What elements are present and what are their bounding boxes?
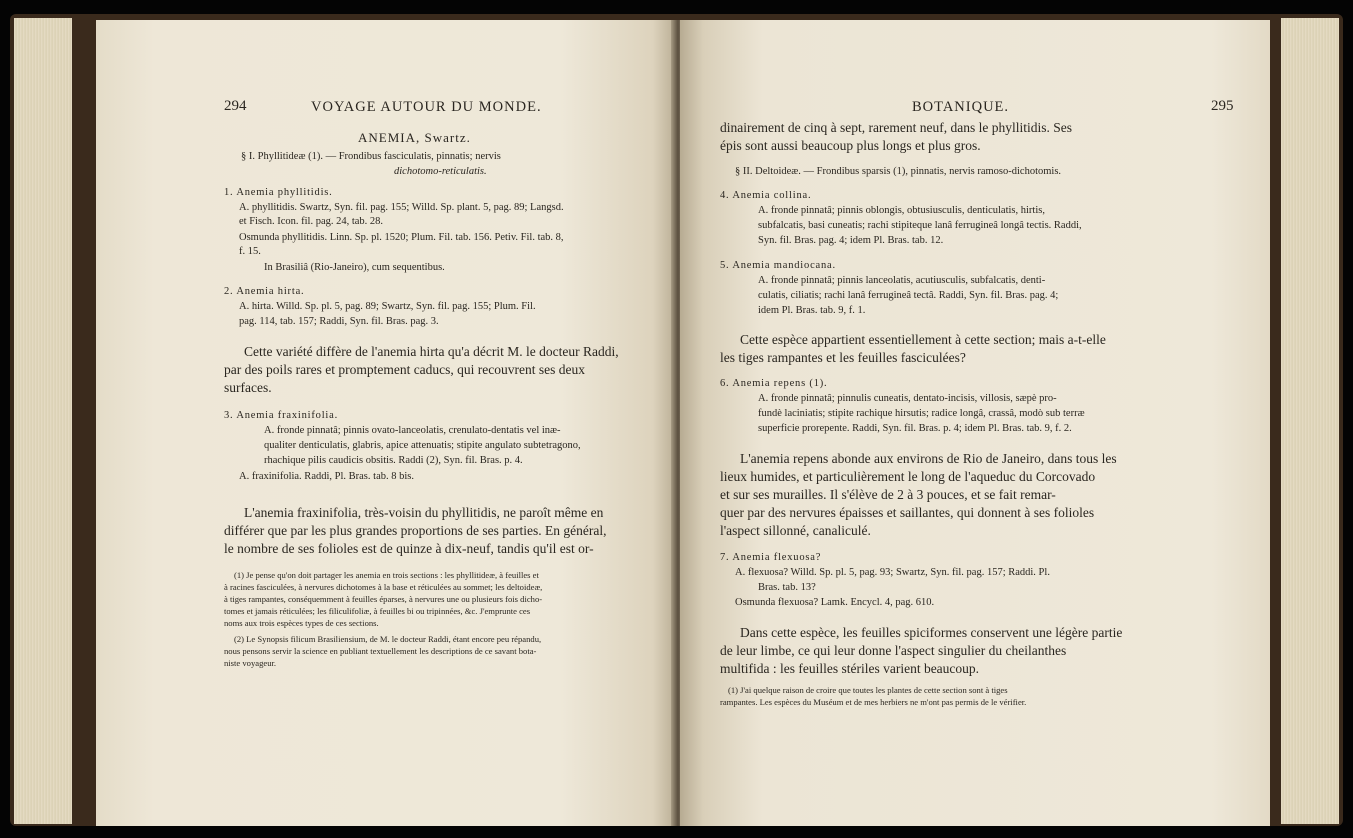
paragraph-line: Cette variété diffère de l'anemia hirta qu'a décrit M. le docteur Raddi, — [244, 344, 619, 359]
paragraph-line: les tiges rampantes et les feuilles fasciculées? — [720, 350, 966, 365]
paragraph-line: lieux humides, et particulièrement le long de l'aqueduc du Corcovado — [720, 469, 1096, 484]
paragraph-line: L'anemia fraxinifolia, très-voisin du phyllitidis, ne paroît même en — [244, 505, 604, 520]
species-line: A. fronde pinnatâ; pinnis ovato-lanceolatis, crenulato-dentatis vel inæ- — [264, 425, 561, 436]
species-line: In Brasiliâ (Rio-Janeiro), cum sequentibus. — [264, 262, 445, 273]
species-line: A. hirta. Willd. Sp. pl. 5, pag. 89; Swartz, Syn. fil. pag. 155; Plum. Fil. — [239, 301, 536, 312]
species-line: qualiter denticulatis, glabris, apice attenuatis; stipite angulato subtetragono, — [264, 440, 581, 451]
species-line: f. 15. — [239, 246, 261, 257]
paragraph-line: surfaces. — [224, 380, 272, 395]
footnote-line: à racines fasciculées, à nervures dichotomes à la base et réticulées au sommet; les deltoideæ, — [224, 582, 543, 592]
section-1-heading-cont: dichotomo-reticulatis. — [394, 166, 487, 177]
paragraph-line: le nombre de ses folioles est de quinze à dix-neuf, tandis qu'il est or- — [224, 541, 594, 556]
species-title: 4. Anemia collina. — [720, 190, 812, 201]
footnote-line: nous pensons servir la science en publiant textuellement les descriptions de ce savant bota- — [224, 646, 537, 656]
species-line: subfalcatis, basi cuneatis; rachi stipiteque lanâ ferrugineâ longâ tectis. Raddi, — [758, 220, 1082, 231]
species-line: culatis, ciliatis; rachi lanâ ferrugineâ tectâ. Raddi, Syn. fil. Bras. pag. 4; — [758, 290, 1059, 301]
paragraph-line: quer par des nervures épaisses et saillantes, qui donnent à ses folioles — [720, 505, 1095, 520]
right-page — [680, 20, 1270, 826]
right-page-number: 295 — [1211, 98, 1234, 114]
species-line: Osmunda flexuosa? Lamk. Encycl. 4, pag. 610. — [735, 597, 935, 608]
footnote-line: rampantes. Les espèces du Muséum et de mes herbiers ne m'ont pas permis de le vérifier. — [720, 697, 1027, 707]
left-page-number: 294 — [224, 98, 247, 114]
footnote-line: tomes et jamais réticulées; les filiculifoliæ, à feuilles bi ou tripinnées, &c. J'emprunte ces — [224, 606, 531, 616]
species-line: Osmunda phyllitidis. Linn. Sp. pl. 1520; Plum. Fil. tab. 156. Petiv. Fil. tab. 8, — [239, 232, 564, 243]
paragraph-line: L'anemia repens abonde aux environs de Rio de Janeiro, dans tous les — [740, 451, 1117, 466]
species-line: pag. 114, tab. 157; Raddi, Syn. fil. Bras. pag. 3. — [239, 316, 439, 327]
page-edges-left — [14, 18, 72, 824]
paragraph-line: dinairement de cinq à sept, rarement neuf, dans le phyllitidis. Ses — [720, 120, 1073, 135]
footnote-line: à tiges rampantes, conséquemment à feuilles éparses, à nervures une ou plusieurs fois dicho- — [224, 594, 543, 604]
species-line: Syn. fil. Bras. pag. 4; idem Pl. Bras. tab. 12. — [758, 235, 944, 246]
paragraph-line: par des poils rares et promptement caducs, qui recouvrent ses deux — [224, 362, 586, 377]
paragraph-line: épis sont aussi beaucoup plus longs et plus gros. — [720, 138, 981, 153]
page-edges-right — [1281, 18, 1339, 824]
paragraph-line: Dans cette espèce, les feuilles spiciformes conservent une légère partie — [740, 625, 1123, 640]
section-1-heading: § I. Phyllitideæ (1). — Frondibus fasciculatis, pinnatis; nervis — [241, 151, 501, 162]
species-line: A. fronde pinnatâ; pinnis lanceolatis, acutiusculis, subfalcatis, denti- — [758, 275, 1046, 286]
genus-title: ANEMIA, Swartz. — [358, 130, 471, 145]
right-running-head: BOTANIQUE. — [912, 99, 1010, 115]
species-line: idem Pl. Bras. tab. 9, f. 1. — [758, 305, 866, 316]
species-line: A. flexuosa? Willd. Sp. pl. 5, pag. 93; Swartz, Syn. fil. pag. 157; Raddi. Pl. — [735, 567, 1050, 578]
left-page — [96, 20, 676, 826]
species-title: 7. Anemia flexuosa? — [720, 552, 822, 563]
paragraph-line: différer que par les plus grandes proportions de ses parties. En général, — [224, 523, 607, 538]
species-title: 2. Anemia hirta. — [224, 286, 305, 297]
paragraph-line: multifida : les feuilles stériles varient beaucoup. — [720, 661, 980, 676]
paragraph-line: et sur ses murailles. Il s'élève de 2 à 3 pouces, et se fait remar- — [720, 487, 1056, 502]
species-line: A. fronde pinnatâ; pinnulis cuneatis, dentato-incisis, villosis, sæpè pro- — [758, 393, 1057, 404]
section-2-heading: § II. Deltoideæ. — Frondibus sparsis (1), pinnatis, nervis ramoso-dichotomis. — [735, 166, 1062, 177]
paragraph-line: l'aspect sillonné, canaliculé. — [720, 523, 871, 538]
paragraph-line: Cette espèce appartient essentiellement à cette section; mais a-t-elle — [740, 332, 1106, 347]
species-title: 1. Anemia phyllitidis. — [224, 187, 333, 198]
species-line: et Fisch. Icon. fil. pag. 24, tab. 28. — [239, 216, 384, 227]
species-title: 3. Anemia fraxinifolia. — [224, 410, 339, 421]
footnote-line: (1) Je pense qu'on doit partager les anemia en trois sections : les phyllitideæ, à feuilles et — [234, 570, 539, 580]
footnote-line: (2) Le Synopsis filicum Brasiliensium, de M. le docteur Raddi, étant encore peu répandu, — [234, 634, 542, 644]
species-line: fundè laciniatis; stipite rachique hirsutis; radice longâ, crassâ, modò sub terræ — [758, 408, 1085, 419]
species-line: A. fraxinifolia. Raddi, Pl. Bras. tab. 8 bis. — [239, 471, 414, 482]
species-title: 5. Anemia mandiocana. — [720, 260, 836, 271]
species-line: A. fronde pinnatâ; pinnis oblongis, obtusiusculis, denticulatis, hirtis, — [758, 205, 1045, 216]
species-line: A. phyllitidis. Swartz, Syn. fil. pag. 155; Willd. Sp. plant. 5, pag. 89; Langsd. — [239, 202, 564, 213]
footnote-line: (1) J'ai quelque raison de croire que toutes les plantes de cette section sont à tiges — [728, 685, 1008, 695]
left-running-head: VOYAGE AUTOUR DU MONDE. — [311, 99, 542, 115]
footnote-line: noms aux trois espèces types de ces sections. — [224, 618, 379, 628]
species-line: Bras. tab. 13? — [758, 582, 816, 593]
species-title: 6. Anemia repens (1). — [720, 378, 828, 389]
species-line: superficie prorepente. Raddi, Syn. fil. Bras. p. 4; idem Pl. Bras. tab. 9, f. 2. — [758, 423, 1072, 434]
footnote-line: niste voyageur. — [224, 658, 277, 668]
paragraph-line: de leur limbe, ce qui leur donne l'aspect singulier du cheilanthes — [720, 643, 1067, 658]
species-line: rhachique pilis caudicis obsitis. Raddi (2), Syn. fil. Bras. p. 4. — [264, 455, 523, 466]
